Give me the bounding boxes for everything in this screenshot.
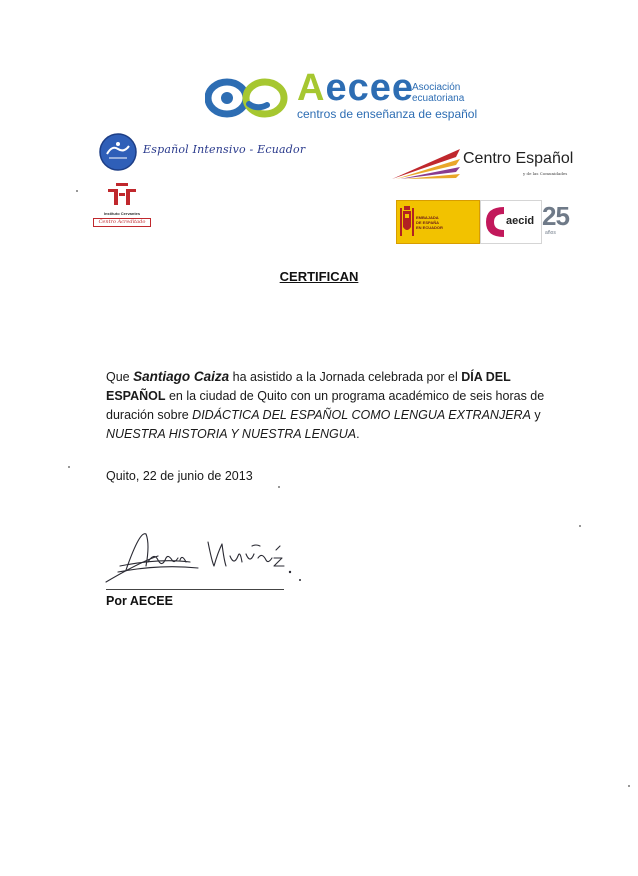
espanol-intensivo-badge-icon — [98, 132, 138, 172]
aecid-years-label: años — [545, 230, 556, 236]
spain-coat-of-arms-icon — [400, 205, 414, 239]
body-line-3 — [106, 406, 541, 425]
body-line-4 — [106, 425, 526, 444]
body-and: y — [530, 408, 541, 422]
aecid-logo — [480, 200, 542, 244]
body-dia-del: DÍA DEL — [461, 370, 511, 384]
aecee-assoc-line2: ecuatoriana — [412, 93, 465, 104]
cervantes-line1: Instituto — [103, 211, 120, 216]
aecee-logo — [205, 67, 485, 126]
body-line-1 — [106, 367, 526, 387]
instituto-cervantes-logo — [93, 183, 151, 227]
scan-speck — [68, 466, 70, 468]
aecee-rings-icon — [205, 78, 291, 118]
body-city-program: en la ciudad de Quito con un programa académico de seis horas de — [165, 389, 545, 403]
handwritten-signature — [100, 522, 310, 592]
embajada-line1: EMBAJADA — [416, 215, 439, 220]
body-que: Que — [106, 370, 134, 384]
cervantes-line2: Cervantes — [120, 211, 141, 216]
cervantes-accredited-label: Centro Acreditado — [93, 218, 151, 227]
course-historia: NUESTRA HISTORIA Y NUESTRA LENGUA — [106, 427, 357, 441]
centro-espanol-swoosh-icon — [390, 145, 462, 181]
scan-speck — [628, 785, 630, 787]
cervantes-emblem-icon — [106, 183, 138, 205]
aecee-rest: ecee — [325, 67, 414, 109]
aecee-tagline: centros de enseñanza de español — [297, 107, 478, 121]
body-duration: duración sobre — [106, 408, 193, 422]
embajada-espana-logo — [396, 200, 480, 244]
body-attended: ha asistido a la Jornada celebrada por el — [229, 370, 462, 384]
scan-speck — [76, 190, 78, 192]
aecid-name: aecid — [506, 215, 535, 227]
embajada-line2: DE ESPAÑA — [416, 220, 440, 225]
centro-espanol-title: Centro Español — [463, 150, 574, 167]
aecee-assoc-line1: Asociación — [412, 82, 461, 93]
scan-speck — [278, 486, 280, 488]
body-period: . — [356, 427, 360, 441]
recipient-name: Santiago Caiza — [133, 369, 230, 384]
embajada-line3: EN ECUADOR — [416, 225, 443, 230]
signature-line — [106, 589, 284, 590]
centro-espanol-logo — [390, 145, 590, 185]
cervantes-name — [93, 211, 151, 216]
scan-speck — [579, 525, 581, 527]
aecee-first-letter: A — [297, 67, 326, 109]
body-espanol: ESPAÑOL — [106, 389, 166, 403]
aecee-association — [412, 82, 464, 104]
aecid-c-icon — [484, 203, 506, 241]
certificate-date: Quito, 22 de junio de 2013 — [106, 469, 253, 483]
centro-espanol-subtitle: y de las Comunidades — [523, 171, 568, 176]
certificate-title: CERTIFICAN — [279, 269, 359, 284]
signed-by: Por AECEE — [106, 594, 173, 608]
certificate-body — [106, 367, 545, 444]
body-line-2 — [106, 387, 545, 406]
embajada-text — [416, 215, 443, 230]
aecid-years-number: 25 — [542, 201, 569, 231]
aecee-wordmark — [297, 69, 414, 107]
espanol-intensivo-text: Español Intensivo - Ecuador — [143, 143, 306, 156]
course-didactica: DIDÁCTICA DEL ESPAÑOL COMO LENGUA EXTRANJERA — [192, 408, 531, 422]
